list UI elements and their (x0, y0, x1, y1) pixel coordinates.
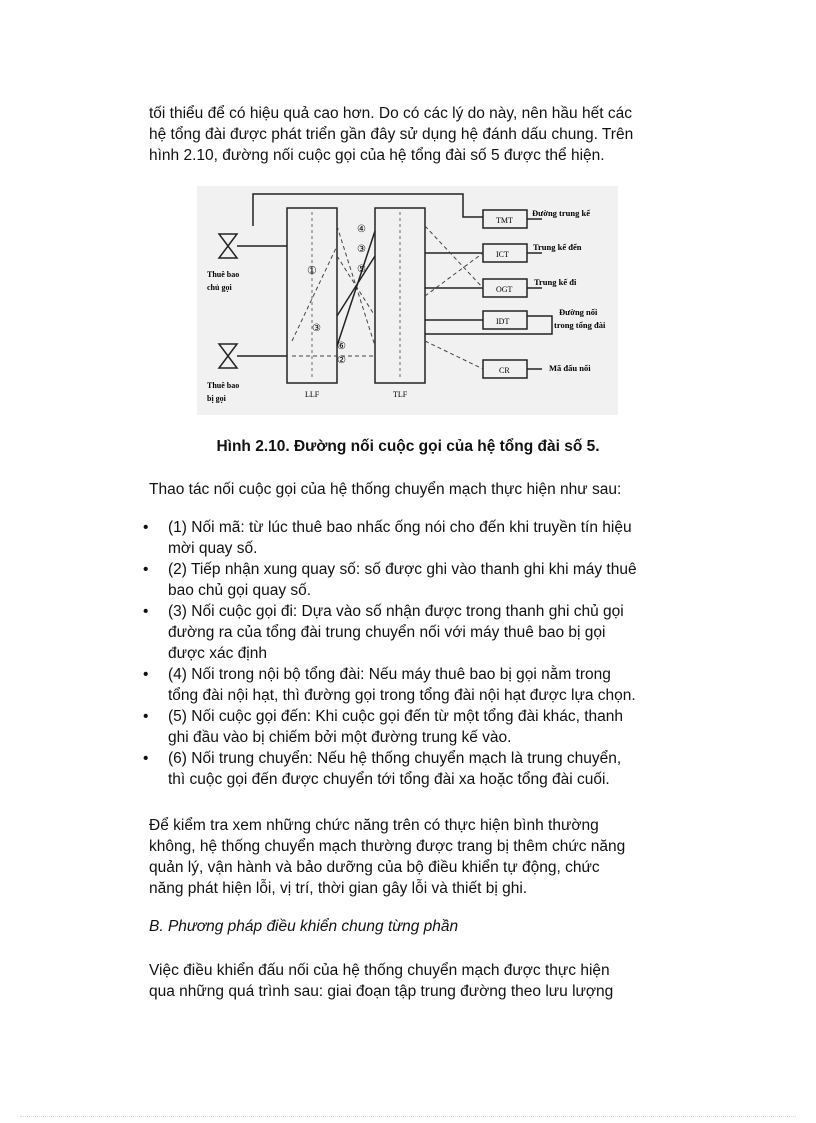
bullet-icon: • (143, 603, 149, 620)
lead-in-paragraph: Thao tác nối cuộc gọi của hệ thống chuyển mạch thực hiện như sau: (149, 481, 622, 498)
calling-phone-icon (219, 234, 237, 258)
marker: ⑥ (337, 341, 346, 352)
bullet-icon: • (143, 561, 149, 578)
marker: ① (307, 265, 317, 277)
section-subheading: B. Phương pháp điều khiển chung từng phần (149, 918, 459, 935)
list-item: • (1) Nối mã: từ lúc thuê bao nhấc ống nói cho đến khi truyền tín hiệu mời quay số. (143, 519, 632, 557)
tlf-label: TLF (393, 390, 408, 399)
cr-label: CR (499, 366, 510, 375)
idt-desc: trong tổng đài (554, 320, 606, 330)
ogt-label: OGT (496, 285, 513, 294)
intro-line: tối thiểu để có hiệu quả cao hơn. Do có các lý do này, nên hầu hết các (149, 105, 632, 122)
list-item: • (5) Nối cuộc gọi đến: Khi cuộc gọi đến từ một tổng đài khác, thanh ghi đầu vào bị chiếm bởi một đường trung kế vào. (143, 708, 623, 746)
called-sub-label: bị gọi (207, 394, 226, 403)
control-paragraph: Việc điều khiển đấu nối của hệ thống chuyển mạch được thực hiện qua những quá trình sau: giai đoạn tập trung đường theo lưu lượng (149, 962, 614, 1000)
list-item: • (3) Nối cuộc gọi đi: Dựa vào số nhận được trong thanh ghi chủ gọi đường ra của tổng đài trung chuyển nối với máy thuê bao bị gọi được xác định (143, 603, 624, 662)
cr-desc: Mã đấu nối (549, 363, 591, 373)
marker: ② (337, 355, 346, 366)
monitoring-paragraph: Để kiểm tra xem những chức năng trên có thực hiện bình thường không, hệ thống chuyển mạch thường được trang bị thêm chức năng quản lý, vận hành và bảo dưỡng của bộ điều khiển tự động, chức năng phát hiện lỗi, vị trí, thời gian gây lỗi và thiết bị ghi. (149, 817, 626, 897)
marker: ③ (312, 323, 321, 334)
calling-sub-label: Thuê bao (207, 270, 240, 279)
page-bottom-rule (20, 1116, 796, 1117)
llf-label: LLF (305, 390, 320, 399)
tmt-label: TMT (496, 216, 513, 225)
marker: ⑤ (357, 264, 366, 275)
bullet-icon: • (143, 708, 149, 725)
figure-caption: Hình 2.10. Đường nối cuộc gọi của hệ tổng đài số 5. (216, 438, 600, 455)
idt-desc: Đường nối (559, 307, 598, 317)
diagram-svg (197, 186, 618, 415)
list-item: • (2) Tiếp nhận xung quay số: số được ghi vào thanh ghi khi máy thuê bao chủ gọi quay số. (143, 561, 637, 599)
list-item: • (6) Nối trung chuyển: Nếu hệ thống chuyển mạch là trung chuyển, thì cuộc gọi đến được chuyển tới tổng đài xa hoặc tổng đài cuối. (143, 750, 622, 788)
intro-line: hình 2.10, đường nối cuộc gọi của hệ tổng đài số 5 được thể hiện. (149, 147, 605, 164)
idt-label: IDT (496, 317, 510, 326)
tmt-desc: Đường trung kế (532, 208, 590, 218)
marker: ④ (357, 224, 366, 235)
called-phone-icon (219, 344, 237, 368)
ogt-desc: Trung kế đi (534, 277, 577, 287)
intro-paragraph (149, 103, 694, 166)
called-sub-label: Thuê bao (207, 381, 240, 390)
calling-sub-label: chủ gọi (207, 283, 232, 292)
list-item: • (4) Nối trong nội bộ tổng đài: Nếu máy thuê bao bị gọi nằm trong tổng đài nội hạt, thì đường gọi trong tổng đài nội hạt được lựa chọn. (143, 666, 636, 704)
ict-desc: Trung kế đến (533, 242, 582, 252)
bullet-icon: • (143, 750, 149, 767)
ict-label: ICT (496, 250, 509, 259)
steps-list (140, 517, 700, 790)
intro-line: hệ tổng đài được phát triển gần đây sử dụng hệ đánh dấu chung. Trên (149, 126, 634, 143)
marker: ③ (357, 244, 366, 255)
bullet-icon: • (143, 519, 149, 536)
bullet-icon: • (143, 666, 149, 683)
call-path-diagram (197, 186, 618, 415)
